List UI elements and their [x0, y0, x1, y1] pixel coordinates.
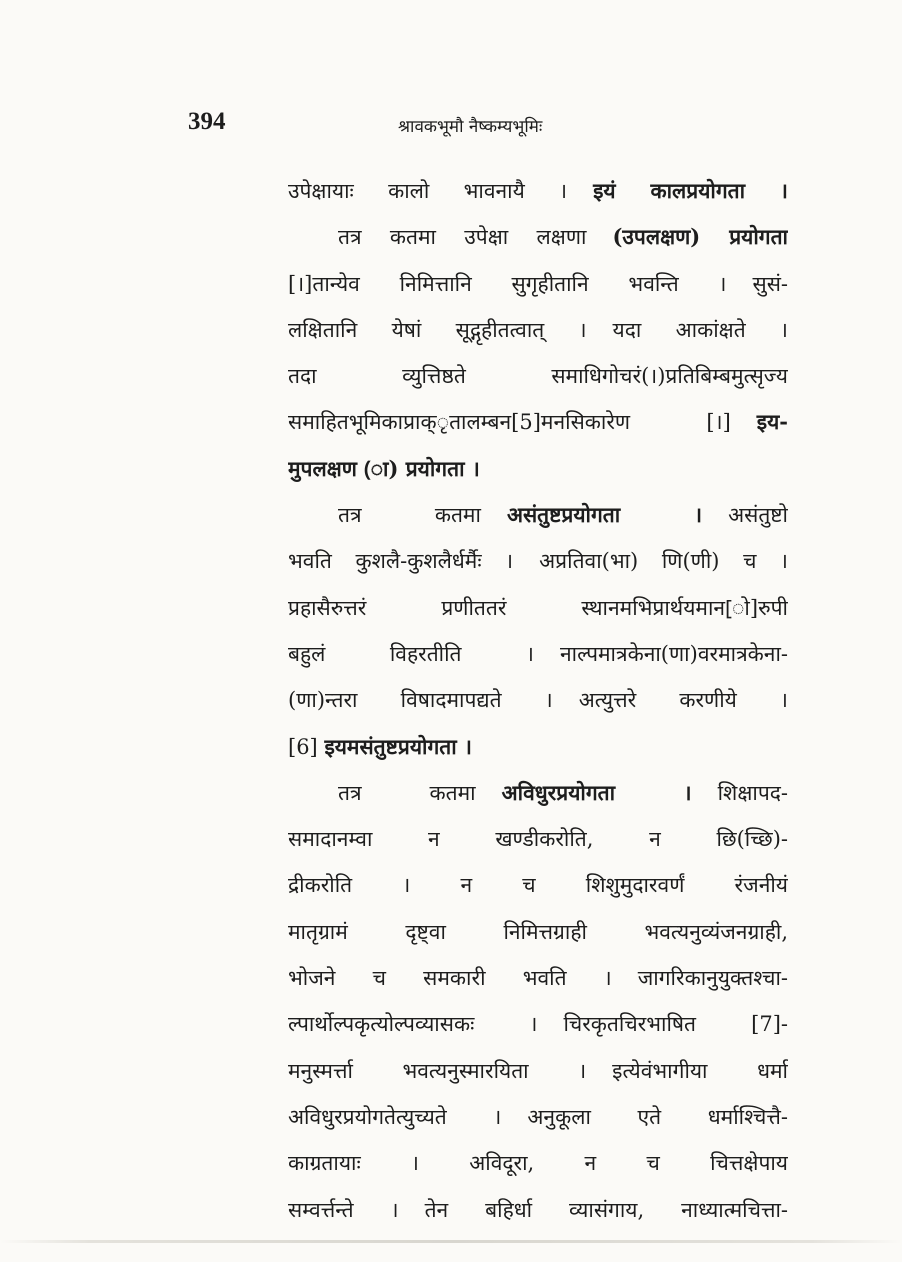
text-line	[288, 307, 788, 353]
text-line	[288, 585, 788, 631]
text-segment: (णा)न्तरा विषादमापद्यते ।	[288, 688, 553, 713]
text-segment: भोजने च समकारी भवति ।	[288, 966, 612, 991]
page-number: 394	[188, 108, 226, 135]
text-segment: मनुस्मर्त्ता भवत्यनुस्मारयिता ।	[288, 1058, 587, 1083]
text-line	[288, 816, 788, 862]
text-segment: [6]	[288, 734, 318, 759]
text-line	[288, 261, 788, 307]
text-segment: तेन बहिर्धा व्यासंगाय, नाध्यात्मचित्ता-	[424, 1197, 788, 1222]
text-line	[288, 353, 788, 399]
text-segment: उपेक्षायाः कालो भावनायै ।	[288, 179, 568, 203]
text-segment: अप्रतिवा(भा) णि(णी) च ।	[539, 549, 788, 574]
running-header: श्रावकभूमौ नैष्कम्यभूमिः	[398, 117, 543, 137]
text-segment: द्रीकरोति । न च शिशुमुदारवर्णं रंजनीयं	[288, 873, 788, 898]
text-line	[288, 446, 788, 492]
text-line	[288, 862, 788, 908]
text-line	[288, 677, 788, 723]
text-line	[288, 538, 788, 584]
term-heading: अविधुरप्रयोगता ।	[501, 779, 692, 805]
text-line	[288, 492, 788, 538]
text-line	[288, 909, 788, 955]
text-line	[288, 1140, 788, 1186]
text-segment: ल्पार्थोल्पकृत्योल्पव्यासकः ।	[288, 1012, 538, 1037]
text-line	[288, 955, 788, 1001]
scan-edge	[0, 1240, 902, 1243]
text-segment: बहुलं विहरतीति ।	[288, 641, 534, 666]
term-heading: इय-	[756, 409, 788, 435]
text-line	[288, 724, 788, 770]
text-segment: तत्र कतमा	[338, 780, 476, 805]
text-segment: चिरकृतचिरभाषित [7]-	[563, 1012, 788, 1037]
term-heading: इयं कालप्रयोगता ।	[593, 178, 788, 203]
text-segment: नाल्पमात्रकेना(णा)वरमात्रकेना-	[559, 641, 788, 666]
text-segment: तत्र कतमा	[338, 503, 481, 528]
text-segment: अत्युत्तरे करणीये ।	[578, 688, 788, 713]
term-heading: मुपलक्षण (ा) प्रयोगता ।	[288, 455, 480, 481]
term-heading: असंतुष्टप्रयोगता ।	[506, 502, 703, 528]
text-segment: तत्र कतमा उपेक्षा लक्षणा	[338, 225, 587, 250]
text-line	[288, 1187, 788, 1233]
text-line	[288, 214, 788, 260]
text-segment: सुसं-	[752, 271, 788, 296]
text-segment: प्रहासैरुत्तरं प्रणीततरं स्थानमभिप्रार्थयमान[ो]रुपी	[288, 595, 788, 620]
text-line	[288, 1001, 788, 1047]
text-segment: भवति कुशलै-कुशलैर्धर्मैः ।	[288, 549, 514, 574]
text-segment: असंतुष्टो	[728, 503, 788, 528]
term-heading: इयमसंतुष्टप्रयोगता ।	[324, 733, 472, 759]
text-segment: अविधुरप्रयोगतेत्युच्यते ।	[288, 1104, 502, 1129]
text-segment: शिक्षापद-	[717, 780, 788, 805]
text-segment: मातृग्रामं दृष्ट्वा निमित्तग्राही भवत्यनुव्यंजनग्राही,	[288, 919, 788, 944]
text-line	[288, 631, 788, 677]
text-segment: लक्षितानि येषां सूद्गृहीतत्वात् ।	[288, 317, 587, 342]
text-line	[288, 1094, 788, 1140]
body-text	[288, 168, 788, 1233]
text-segment: इत्येवंभागीया धर्मा	[612, 1058, 788, 1083]
text-segment: समाहितभूमिकाप्राक्ृतालम्बन[5]मनसिकारेण [।]	[288, 410, 731, 435]
text-segment: यदा आकांक्षते ।	[612, 317, 788, 342]
text-segment: समादानम्वा न खण्डीकरोति, न छि(च्छि)-	[288, 827, 788, 852]
text-line	[288, 770, 788, 816]
text-segment: तदा व्युत्तिष्ठते समाधिगोचरं(।)प्रतिबिम्बमुत्सृज्य	[288, 364, 788, 389]
text-segment: सम्वर्त्तन्ते ।	[288, 1197, 399, 1222]
text-segment: जागरिकानुयुक्तश्चा-	[637, 966, 788, 991]
term-heading: (उपलक्षण) प्रयोगता	[612, 224, 788, 250]
text-line	[288, 399, 788, 445]
text-segment: काग्रतायाः । अविदूरा, न च चित्तक्षेपाय	[288, 1151, 788, 1176]
text-line	[288, 168, 788, 214]
text-line	[288, 1048, 788, 1094]
text-segment: अनुकूला एते धर्माश्चित्तै-	[527, 1104, 788, 1129]
text-segment: [।]तान्येव निमित्तानि सुगृहीतानि भवन्ति ।	[288, 271, 727, 296]
